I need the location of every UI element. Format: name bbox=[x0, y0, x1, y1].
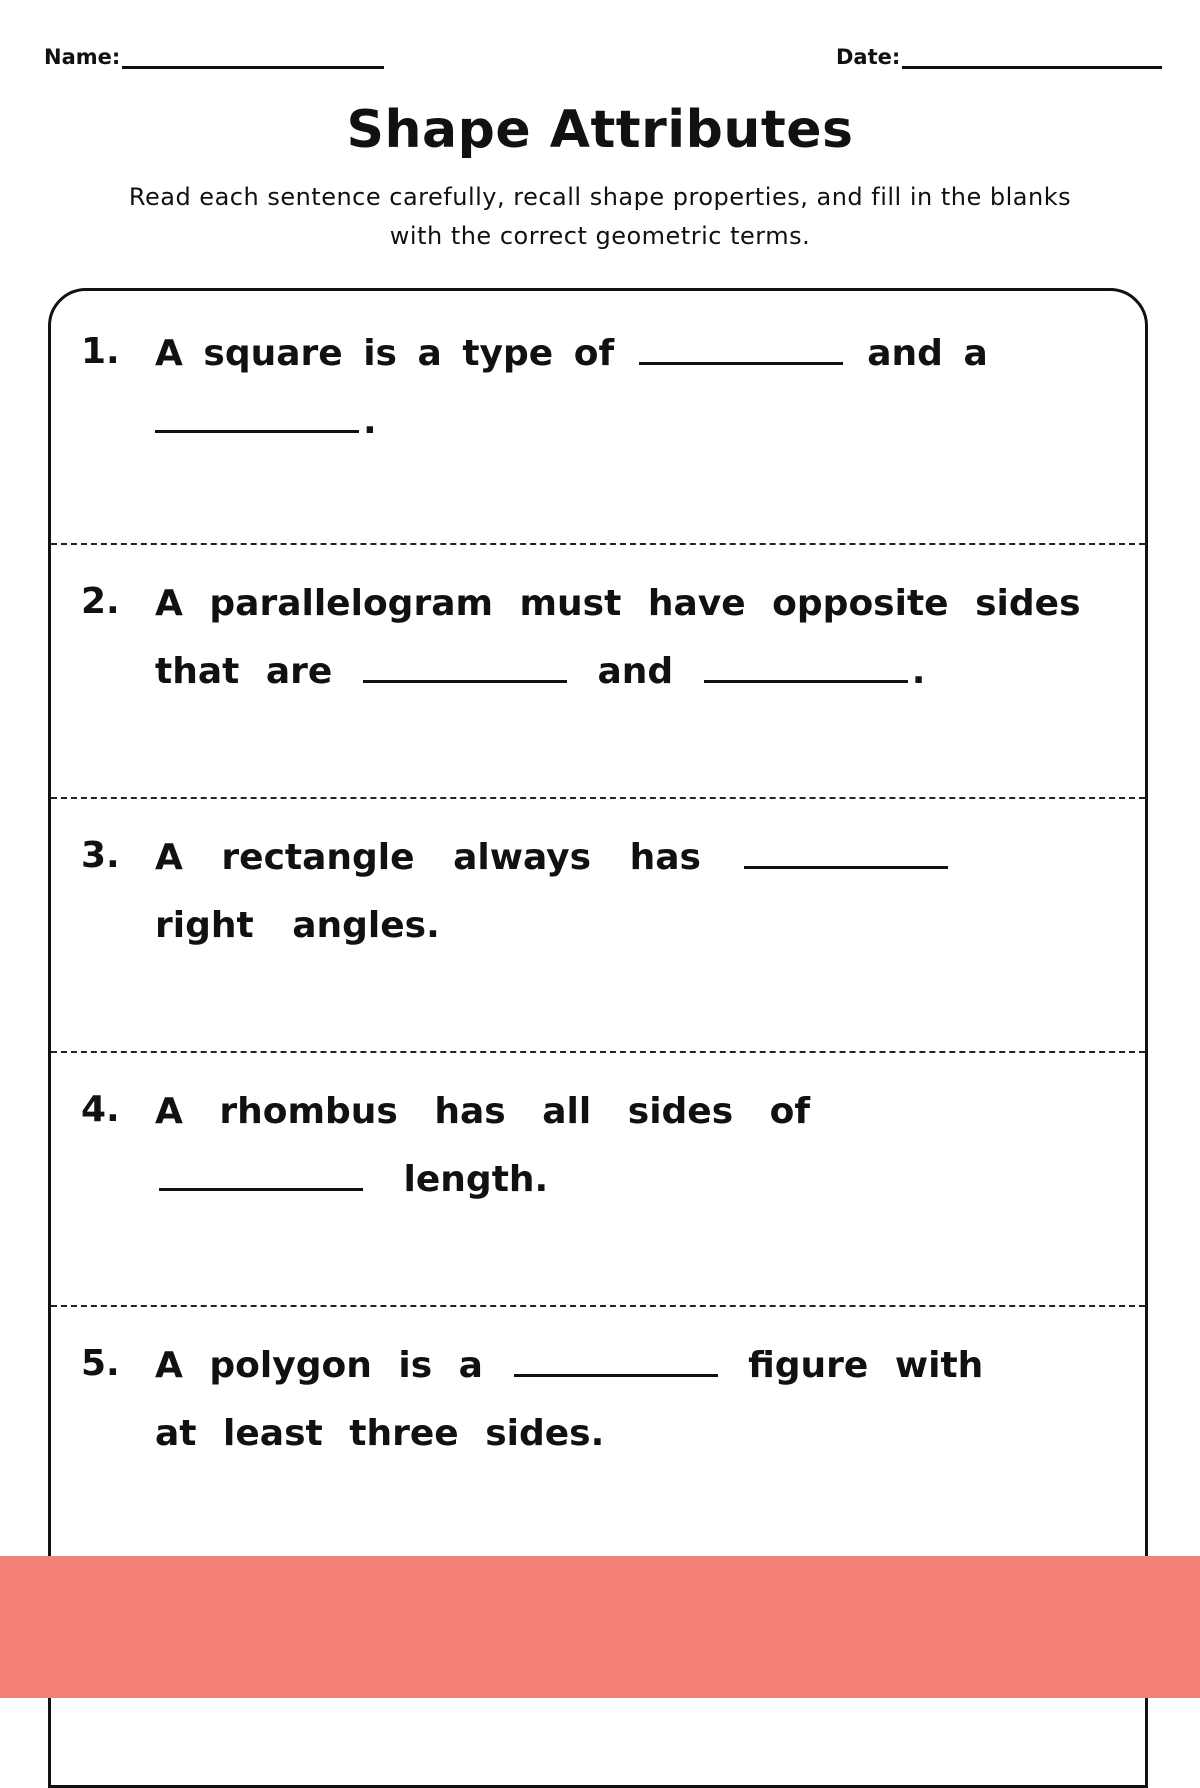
date-blank-line[interactable] bbox=[902, 44, 1162, 69]
instructions: Read each sentence carefully, recall shape properties, and fill in the blanks with the correct geometric terms. bbox=[128, 183, 1072, 250]
question-text-part: and a bbox=[867, 333, 988, 374]
answer-blank[interactable] bbox=[514, 1340, 718, 1377]
question-text-part: figure with at least three sides. bbox=[155, 1345, 984, 1454]
question-2 bbox=[51, 545, 1145, 799]
question-text-part: A polygon is a bbox=[155, 1345, 483, 1386]
question-text-part: A square is a type of bbox=[155, 333, 615, 374]
date-field[interactable] bbox=[836, 44, 1162, 69]
question-text-part: . bbox=[363, 401, 377, 442]
question-text bbox=[155, 570, 1135, 706]
question-text-part: A parallelogram must have opposite sides that are bbox=[155, 583, 1081, 692]
answer-blank[interactable] bbox=[363, 646, 567, 683]
name-label: Name: bbox=[44, 45, 121, 69]
question-number: 5. bbox=[81, 1343, 120, 1384]
question-text bbox=[155, 1078, 1055, 1214]
question-number: 2. bbox=[81, 581, 120, 622]
answer-blank[interactable] bbox=[704, 646, 908, 683]
question-5 bbox=[51, 1307, 1145, 1561]
question-text bbox=[155, 824, 1055, 960]
name-field[interactable] bbox=[44, 44, 384, 69]
question-3 bbox=[51, 799, 1145, 1053]
question-text-part: A rectangle always has bbox=[155, 837, 701, 878]
question-text-part: length. bbox=[403, 1159, 549, 1200]
question-number: 3. bbox=[81, 835, 120, 876]
date-label: Date: bbox=[836, 45, 901, 69]
answer-blank[interactable] bbox=[744, 832, 948, 869]
question-text bbox=[155, 1332, 1025, 1468]
question-1 bbox=[51, 291, 1145, 545]
question-number: 1. bbox=[81, 331, 120, 372]
question-number: 4. bbox=[81, 1089, 120, 1130]
answer-blank[interactable] bbox=[159, 1154, 363, 1191]
page-title: Shape Attributes bbox=[346, 100, 854, 160]
question-text bbox=[155, 320, 1135, 456]
footer-color-band bbox=[0, 1556, 1200, 1698]
question-text-part: right angles. bbox=[155, 905, 440, 946]
name-blank-line[interactable] bbox=[122, 44, 384, 69]
answer-blank[interactable] bbox=[155, 396, 359, 433]
question-text-part: and bbox=[597, 651, 674, 692]
question-4 bbox=[51, 1053, 1145, 1307]
answer-blank[interactable] bbox=[639, 328, 843, 365]
question-text-part: A rhombus has all sides of bbox=[155, 1091, 811, 1132]
question-text-part: . bbox=[911, 651, 926, 692]
